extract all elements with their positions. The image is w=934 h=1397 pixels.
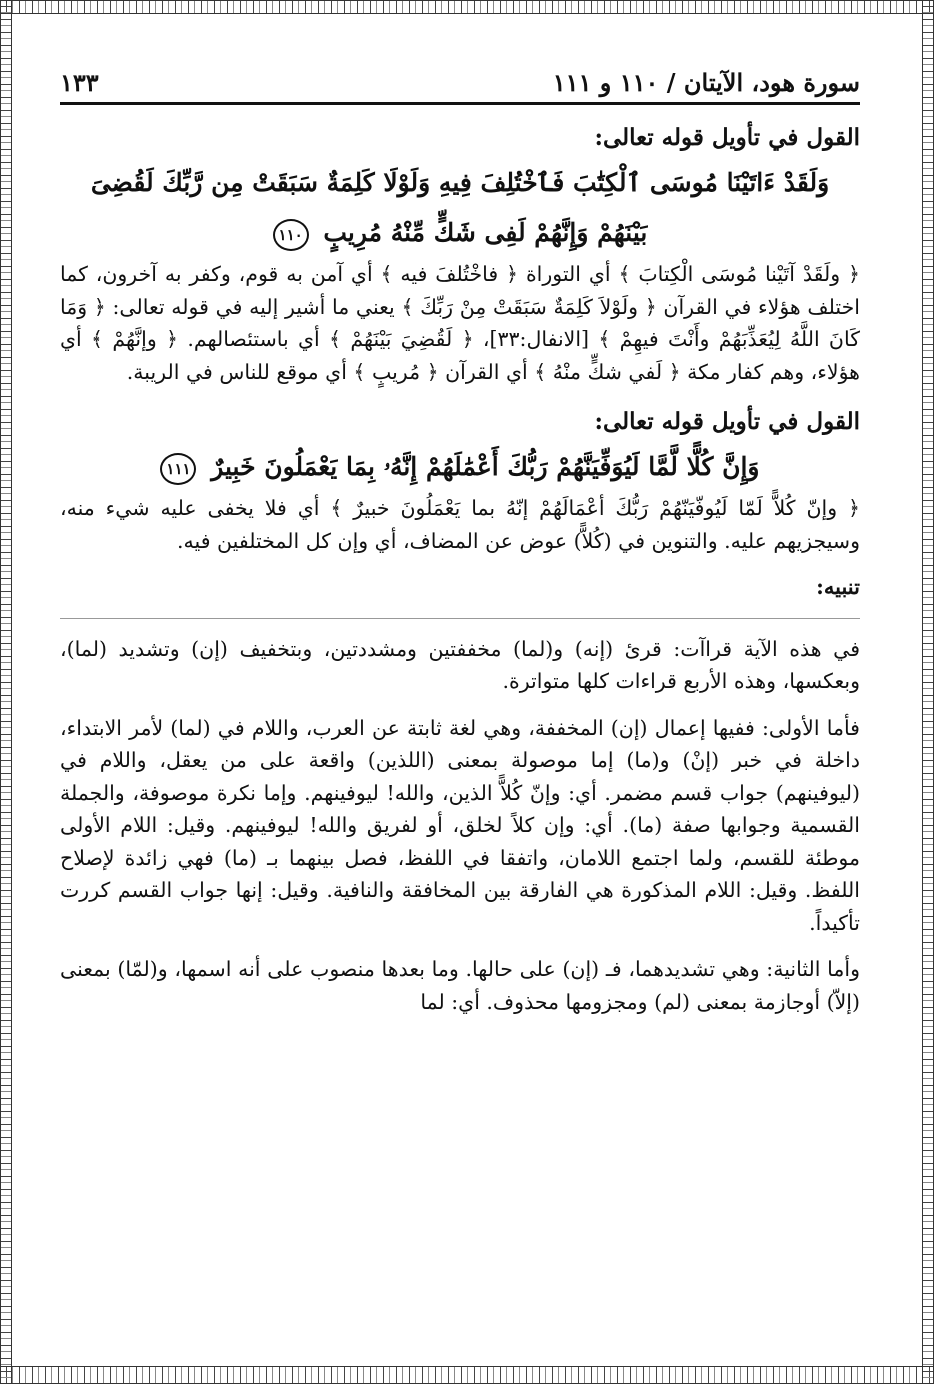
section-heading: القول في تأويل قوله تعالى: [594, 408, 860, 435]
decorative-border-left [0, 0, 12, 1384]
ayah-number-marker: ١١٠ [273, 219, 309, 251]
quran-verse-line: وَلَقَدْ ءَاتَيْنَا مُوسَى ٱلْكِتَٰبَ فَٱخْتُلِفَ فِيهِ وَلَوْلَا كَلِمَةٌ سَبَقَتْ مِن رَّبِّكَ لَقُضِىَ [90, 168, 830, 197]
note-paragraph: وأما الثانية: وهي تشديدهما، فـ (إن) على حالها. وما بعدها منصوب على أنه اسمها، و(لمّا) بمعنى (إلاّ) أوجازمة بمعنى (لم) ومجزومها محذوف. أي: لما [60, 957, 860, 1014]
note-paragraph: فأما الأولى: ففيها إعمال (إن) المخففة، وهي لغة ثابتة عن العرب، واللام في (لما) لأمر الابتداء، داخلة في خبر (إنْ) و(ما) إما موصولة بمعنى (اللذين) واقعة على من يعقل، واللام في (ليوفينهم) جواب قسم مضمر. أي: وإنّ كُلاًّ الذين، والله! ليوفينهم. وإما نكرة موصوفة، والجملة القسمية وجوابها صفة (ما). أي: وإن كلاً لخلق، أو لفريق والله! ليوفينهم. وقيل: اللام الأولى موطئة للقسم، ولما اجتمع اللامان، واتفقا في اللفظ، فصل بينهما بـ (ما) فهي زائدة لإصلاح اللفظ. وقيل: اللام المذكورة هي الفارقة بين المخافقة والنافية. وقيل: إنها جواب القسم كررت تأكيداً. [60, 715, 860, 935]
decorative-border-bottom [0, 1366, 934, 1384]
decorative-border-top [0, 0, 934, 14]
section-heading: القول في تأويل قوله تعالى: [594, 124, 860, 151]
commentary-paragraph: ﴿ ولَقَدْ آتَيْنا مُوسَى الْكِتابَ ﴾ أي التوراة ﴿ فاخْتُلفَ فيه ﴾ أي آمن به قوم، وكفر به آخرون، كما اختلف هؤلاء في القرآن ﴿ ولَوْلاَ كَلِمَةٌ سَبَقَتْ مِنْ رَبِّكَ ﴾ يعني ما أشير إليه في قوله تعالى: ﴿ وَمَا كَانَ اللَّهُ لِيُعَذِّبَهُمْ وأَنْتَ فيهِمْ ﴾ [الانفال:٣٣]، ﴿ لَقُضِيَ بَيْنَهُمْ ﴾ أي باستئصالهم. ﴿ وإنَّهُمْ ﴾ أي هؤلاء، وهم كفار مكة ﴿ لَفي شكٍّ منْهُ ﴾ أي القرآن ﴿ مُريبٍ ﴾ أي موقع للناس في الريبة. [60, 262, 860, 384]
quran-verse-text: بَيْنَهُمْ وَإِنَّهُمْ لَفِى شَكٍّ مِّنْهُ مُرِيبٍ [323, 218, 648, 247]
divider [60, 618, 860, 619]
page-content [60, 118, 860, 1032]
book-page [60, 40, 860, 1360]
page-number: ١٣٣ [60, 67, 99, 97]
quran-verse-line-end [60, 442, 860, 492]
quran-verse-text: وَإِنَّ كُلًّا لَّمَّا لَيُوَفِّيَنَّهُمْ رَبُّكَ أَعْمَٰلَهُمْ إِنَّهُۥ بِمَا يَعْمَلُونَ خَبِيرٌ [211, 452, 760, 481]
note-paragraph: في هذه الآية قراآت: قرئ (إنه) و(لما) مخففتين ومشددتين، وبتخفيف (إن) وتشديد (لما)، وبعكسها، وهذه الأربع قراءات كلها متواترة. [60, 636, 860, 693]
running-head [60, 62, 860, 105]
decorative-border-right [922, 0, 934, 1384]
note-title: تنبيه: [816, 574, 860, 599]
quran-verse-line-end [60, 208, 860, 258]
ayah-number-marker: ١١١ [160, 453, 196, 485]
commentary-paragraph: ﴿ وإنّ كُلاًّ لَمّا لَيُوفّيَنّهُمْ رَبُّكَ أعْمَالَهُمْ إنّهُ بما يَعْمَلُونَ خبيرٌ ﴾ أي فلا يخفى عليه شيء منه، وسيجزيهم عليه. والتنوين في (كُلاًّ) عوض عن المضاف، أي وإن كل المختلفين فيه. [60, 496, 860, 553]
running-head-title: سورة هود، الآيتان / ١١٠ و ١١١ [552, 67, 860, 97]
